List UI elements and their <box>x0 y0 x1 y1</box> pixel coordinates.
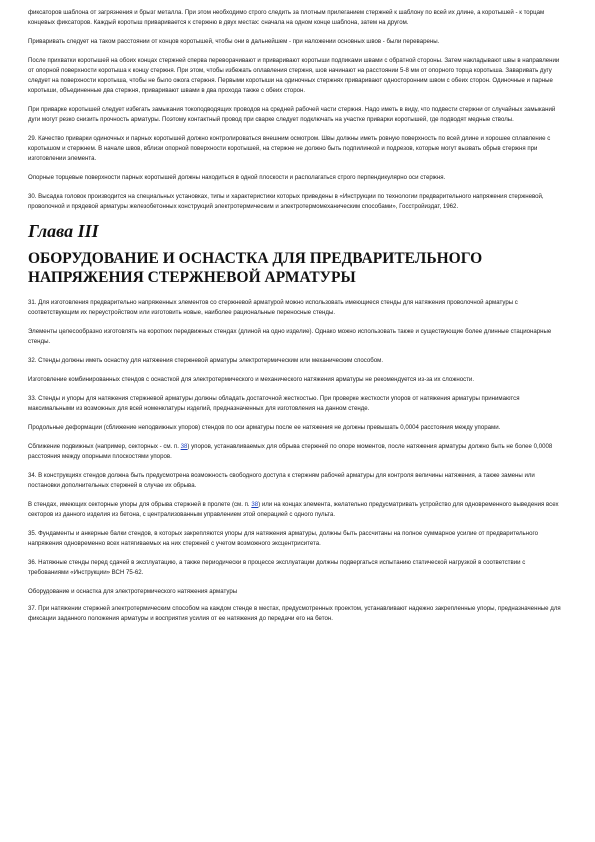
paragraph: 35. Фундаменты и анкерные балки стендов, в которых закрепляются упоры для натяжения арматуры, должны быть рассчитаны на полное суммарное усилие от предварительного напряжения одновременно всех натягиваемых на них стержней с учетом возможного эксцентриситета. <box>28 530 538 547</box>
paragraph: 31. Для изготовления предварительно напряженных элементов со стержневой арматурой можно использовать имеющиеся стенды для натяжения проволочной арматуры с соответствующим их переустройством или изготовить новые, наиболее рациональные переносные стенды. <box>28 299 518 316</box>
paragraph: 34. В конструкциях стендов должна быть предусмотрена возможность свободного доступа к стержням рабочей арматуры для контроля величины натяжения, а также замены или постановки дополнительных стержней в случае их обрыва. <box>28 472 535 489</box>
paragraph: Продольные деформации (сближение неподвижных упоров) стендов по оси арматуры после ее натяжения не должны превышать 0,0004 расстояния между упорами. <box>28 424 501 431</box>
paragraph: 30. Высадка головок производится на специальных установках, типы и характеристики которых приведены в «Инструкции по технологии предварительного напряжения стержневой, проволочной и прядевой арматуры железобетонных конструкций электротермическим и электротермомеханическим способами», Госстройиздат, 1962. <box>28 193 544 210</box>
paragraph: Опорные торцевые поверхности парных коротышей должны находиться в одной плоскости и располагаться строго перпендикулярно оси стержня. <box>28 174 446 181</box>
paragraph: Элементы целесообразно изготовлять на коротких передвижных стендах (длиной на одно изделие). Однако можно использовать также и существующие более длинные стационарные стенды. <box>28 328 552 345</box>
paragraph: 33. Стенды и упоры для натяжения стержневой арматуры должны обладать достаточной жесткостью. При проверке жесткости упоров от натяжения арматуры принимаются максимальными из возможных для всей номенклатуры изделий, предназначенных для изготовления на данном стенде. <box>28 395 520 412</box>
paragraph-with-link: Сближение подвижных (например, секторных - см. п. 38) упоров, устанавливаемых для обрыва стержней по опоре моментов, после натяжения арматуры должно быть не более 0,0008 расстояния между опорными плоскостями упоров. <box>28 443 553 460</box>
paragraph: После прихватки коротышей на обоих концах стержней сперва переворачивают и приваривают коротыши подпиками швами с обратной стороны. Затем накладывают швы в направлении от опорной поверхности коротыша к концу стержня. При этом, чтобы избежать оплавления стержня, шов начинают на расстоянии 5-8 мм от опорного торца коротыша. Заваривать дугу следует на поверхности коротыша, чтобы не было ожога стержня. Первыми коротыши на одиночных стержнях приваривают односторонним швом с обеих сторон. Одиночные и парные коротыши, объединенные два стержня, приваривают швами в два прохода также с обеих сторон. <box>28 57 560 94</box>
clause-link[interactable]: 38 <box>251 501 259 508</box>
paragraph: При приварке коротышей следует избегать замыкания токоподводящих проводов на средней рабочей части стержня. Надо иметь в виду, что подвести стержни от случайных замыканий дуги могут резко снизить прочность арматуры. Поэтому контактный провод при сварке следует подключать на участке приварки коротышей, где подводят медные стволы. <box>28 106 556 123</box>
paragraph: 32. Стенды должны иметь оснастку для натяжения стержневой арматуры электротермическим или механическим способом. <box>28 357 384 364</box>
paragraph: 36. Натяжные стенды перед сдачей в эксплуатацию, а также периодически в процессе эксплуатации должны подвергаться испытанию статической нагрузкой в соответствии с требованиями «Инструкции» ВСН 75-62. <box>28 559 526 576</box>
paragraph: фиксаторов шаблона от загрязнения и брызг металла. При этом необходимо строго следить за плотным прилеганием стержней к шаблону по всей их длине, а коротышей - к торцам концевых фиксаторов. Каждый коротыш приваривается к стержню в двух местах: сначала на одном конце шаблона, затем на другом. <box>28 9 545 26</box>
paragraph-with-link: В стендах, имеющих секторные упоры для обрыва стержней в пролете (см. п. 38) или на концах элемента, желательно предусматривать устройство для одновременного выведения всех секторов из данного изделия из бетона, с централизованным управлением этой операцией с одного пульта. <box>28 501 559 518</box>
chapter-heading: Глава III <box>28 221 99 241</box>
paragraph: 37. При натяжении стержней электротермическим способом на каждом стенде в местах, предусмотренных проектом, устанавливают надежно закрепленные упоры, предназначенные для фиксации заданного положения арматуры и восприятия усилия от ее натяжения до передачи его на бетон. <box>28 605 561 622</box>
clause-link[interactable]: 38 <box>180 443 188 450</box>
paragraph: Изготовление комбинированных стендов с оснасткой для электротермического и механического натяжения арматуры не рекомендуется из-за их сложности. <box>28 376 475 383</box>
paragraph: Приваривать следует на таком расстоянии от концов коротышей, чтобы они в дальнейшем - при наложении основных швов - были переварены. <box>28 38 440 45</box>
paragraph: 29. Качество приварки одиночных и парных коротышей должно контролироваться внешним осмотром. Швы должны иметь ровную поверхность по всей длине и хорошее сплавление с коротышом и стержнем. В начале швов, вблизи опорной поверхности коротышей, на стержне не должно быть подпилинкой и подрезов, которые могут вызвать обрыв стержня при изготовлении элемента. <box>28 135 551 162</box>
section-title: ОБОРУДОВАНИЕ И ОСНАСТКА ДЛЯ ПРЕДВАРИТЕЛЬНОГО НАПРЯЖЕНИЯ СТЕРЖНЕВОЙ АРМАТУРЫ <box>28 250 483 286</box>
subsection-heading: Оборудование и оснастка для электротермического натяжения арматуры <box>28 588 238 595</box>
